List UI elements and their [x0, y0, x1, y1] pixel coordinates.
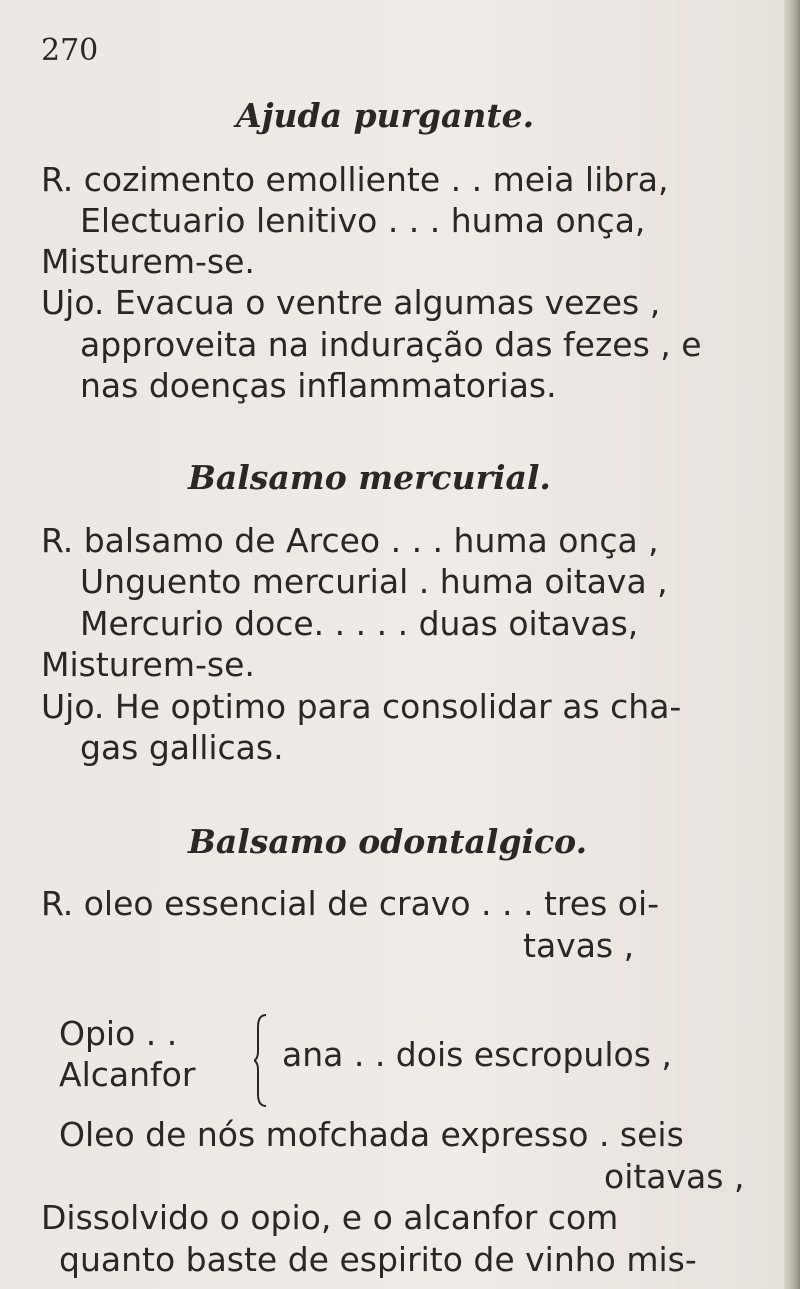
- text-line: Ujo. Evacua o ventre algumas vezes ,: [41, 283, 661, 322]
- text-line: Ujo. He optimo para consolidar as cha-: [41, 687, 682, 726]
- text-line: approveita na induração das fezes , e: [80, 325, 702, 364]
- text-line: R. oleo essencial de cravo . . . tres oi-: [41, 884, 660, 923]
- text-line: Mercurio doce. . . . . duas oitavas,: [80, 604, 639, 643]
- section-title-ajuda-purgante: Ajuda purgante.: [236, 96, 535, 135]
- curly-brace-icon: [254, 1013, 268, 1108]
- section-title-balsamo-odontalgico: Balsamo odontalgico.: [188, 822, 588, 861]
- text-line: gas gallicas.: [80, 728, 284, 767]
- text-line: Misturem-se.: [41, 242, 255, 281]
- text-line: R. cozimento emolliente . . meia libra,: [41, 160, 669, 199]
- brace-text: ana . . dois escropulos ,: [282, 1035, 672, 1074]
- text-line: Misturem-se.: [41, 645, 255, 684]
- page-edge: [784, 0, 800, 1289]
- section-title-balsamo-mercurial: Balsamo mercurial.: [188, 458, 551, 497]
- text-line: Electuario lenitivo . . . huma onça,: [80, 201, 646, 240]
- brace-item: Opio . .: [59, 1014, 178, 1053]
- brace-item: Alcanfor: [59, 1055, 196, 1094]
- page-number: 270: [41, 33, 99, 68]
- text-line: quanto baste de espirito de vinho mis-: [59, 1240, 697, 1279]
- text-line: Unguento mercurial . huma oitava ,: [80, 562, 668, 601]
- text-line: oitavas ,: [604, 1157, 745, 1196]
- text-line: nas doenças inflammatorias.: [80, 366, 557, 405]
- text-line: R. balsamo de Arceo . . . huma onça ,: [41, 521, 659, 560]
- text-line: Oleo de nós mofchada expresso . seis: [59, 1115, 684, 1154]
- text-line: tavas ,: [523, 926, 635, 965]
- text-line: Dissolvido o opio, e o alcanfor com: [41, 1198, 619, 1237]
